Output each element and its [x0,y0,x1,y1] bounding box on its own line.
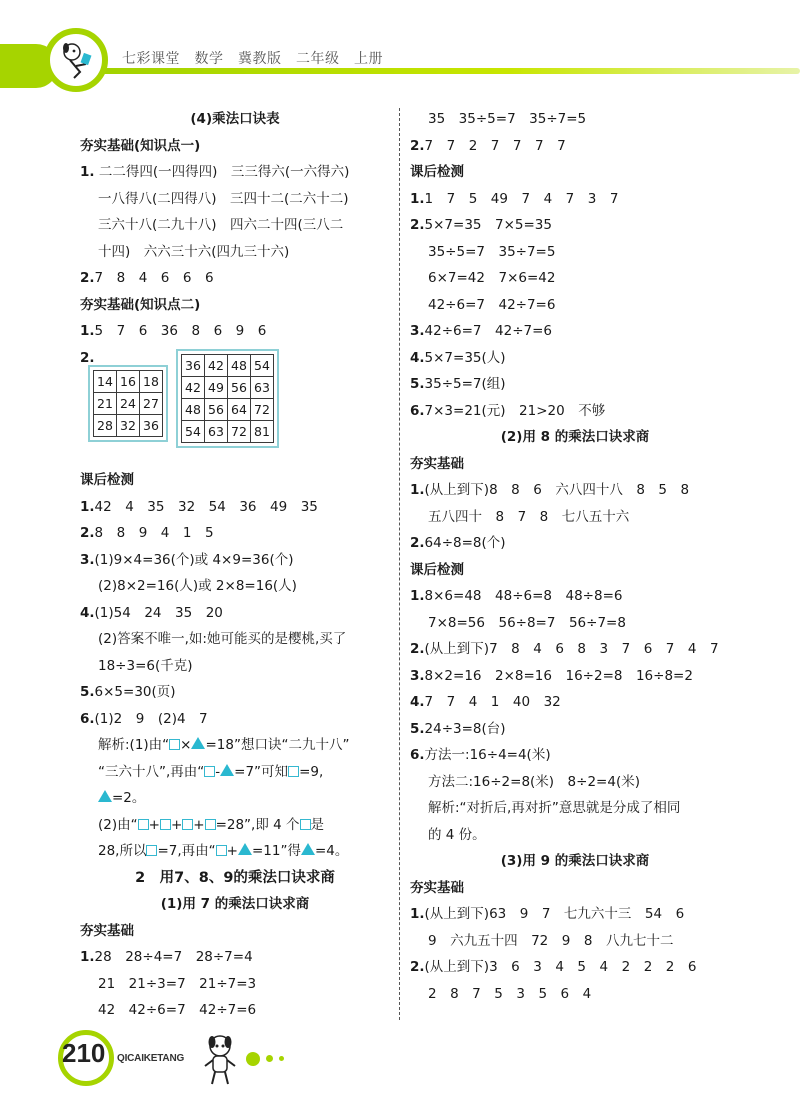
answer-text: 7×3=21(元) 21>20 不够 [424,402,606,419]
grid-row [182,421,274,443]
item-number: 2. [80,349,95,366]
item-number: 2. [80,270,95,286]
grid-cell: 63 [251,377,274,399]
answer-item [410,689,740,716]
answer-item [80,547,390,574]
answer-item [410,318,740,345]
grid-cell: 16 [117,371,140,393]
operator: × [180,737,192,753]
item-number: 4. [80,604,95,621]
unit-number: 2 [135,869,146,886]
analysis-text: =4。 [314,843,349,859]
answer-text: 5×7=35(人) [424,349,506,366]
answer-item [80,318,390,345]
header-title: 七彩课堂 数学 冀教版 二年级 上册 [122,51,383,67]
answer-text: 二二得四(一四得四) 三三得六(一六得六) [98,164,350,180]
operator: + [193,816,205,833]
grid-cell: 14 [94,371,117,393]
grid-cell: 18 [140,371,163,393]
grid-cell: 49 [205,377,228,399]
answer-text: (1)54 24 35 20 [94,604,223,621]
grid-cell: 56 [228,377,251,399]
analysis-text: 是 [310,816,325,833]
answer-text: 64÷8=8(个) [424,535,506,551]
grid-cell: 72 [228,421,251,443]
item-number: 3. [410,323,425,339]
answer-text: (从上到下)8 8 6 六八四十八 8 5 8 [424,482,690,498]
operator: + [148,816,160,833]
item-number: 1. [80,164,95,180]
triangle-icon [238,843,252,855]
answer-item [80,265,390,292]
heading-basics-1: 夯实基础(知识点一) [80,137,201,154]
answer-line: 解析:“对折后,再对折”意思就是分成了相同 [428,800,681,816]
analysis-text: 解析:(1)由“ [98,737,170,753]
analysis-text: =7”可知 [234,763,289,780]
answer-item [410,345,740,372]
brand-text: QICAIKETANG [117,1053,185,1064]
unit-title-text: 用7、8、9的乘法口诀求商 [159,869,335,886]
answer-item [410,530,740,557]
answer-text: 42 4 35 32 54 36 49 35 [94,498,318,515]
grid-cell: 54 [182,421,205,443]
item-number: 6. [410,747,425,763]
square-icon [204,766,215,777]
answer-line: 十四) 六六三十六(四九三十六) [98,243,290,260]
item-number: 4. [410,349,425,366]
item-number: 6. [80,710,95,727]
right-column [410,106,740,1007]
grid-cell: 36 [182,355,205,377]
square-icon [138,819,149,830]
page-number: 210 [62,1038,106,1068]
grid-row [94,393,163,415]
answer-text: 方法一:16÷4=4(米) [424,747,551,763]
answer-item [410,398,740,425]
analysis-text: =7,再由“ [157,843,216,859]
operator: - [215,763,221,780]
answer-line: 42 42÷6=7 42÷7=6 [98,1002,257,1018]
analysis-text: =28”,即 4 个 [215,816,300,833]
answer-text: 8×2=16 2×8=16 16÷2=8 16÷8=2 [424,667,693,684]
grid-cell: 36 [140,415,163,437]
grid-cell: 54 [251,355,274,377]
answer-item [410,901,740,928]
item-number: 1. [80,323,95,339]
answer-item [410,716,740,743]
answer-line: 方法二:16÷2=8(米) 8÷2=4(米) [428,773,640,790]
answer-item [80,520,390,547]
answer-item [80,600,390,627]
page-footer [0,1020,800,1113]
answer-line: 21 21÷3=7 21÷7=3 [98,975,257,992]
answer-line: 2 8 7 5 3 5 6 4 [428,985,592,1002]
triangle-icon [301,843,315,855]
answer-text: 7 8 4 6 6 6 [94,270,214,286]
grid-large [181,354,274,443]
analysis-text: =9, [299,763,324,780]
answer-line: 7×8=56 56÷8=7 56÷7=8 [428,614,626,631]
answer-item [410,663,740,690]
analysis-text: (2)由“ [98,816,138,833]
grid-cell: 28 [94,415,117,437]
triangle-icon [98,790,112,802]
heading-basics: 夯实基础 [410,455,464,472]
item-number: 6. [410,402,425,419]
decorative-dots [246,1048,290,1067]
grid-cell: 24 [117,393,140,415]
answer-line: 18÷3=6(千克) [98,657,193,674]
square-icon [216,845,227,856]
heading-basics: 夯实基础 [410,879,464,896]
grid-cell: 64 [228,399,251,421]
grid-cell: 56 [205,399,228,421]
square-icon [182,819,193,830]
grid-cell: 42 [205,355,228,377]
answer-text: 1 7 5 49 7 4 7 3 7 [424,190,619,207]
answer-item [410,742,740,769]
grid-row [182,399,274,421]
heading-check: 课后检测 [410,164,464,180]
grid-cell: 21 [94,393,117,415]
answer-text: (从上到下)7 8 4 6 8 3 7 6 7 4 7 [424,641,719,657]
answer-item [410,583,740,610]
grid-row [182,377,274,399]
answer-text: 8 8 9 4 1 5 [94,525,214,541]
answer-line: 6×7=42 7×6=42 [428,270,556,286]
square-icon [300,819,311,830]
heading-basics-2: 夯实基础(知识点二) [80,296,201,313]
item-number: 4. [410,694,425,710]
answer-item [80,494,390,521]
answer-text: 42÷6=7 42÷7=6 [424,323,552,339]
triangle-icon [191,737,205,749]
mascot-icon [200,1032,240,1088]
answer-item [410,636,740,663]
dot-large [246,1052,260,1066]
item-number: 5. [410,376,425,392]
dot-small [279,1056,284,1061]
answer-text: (从上到下)3 6 3 4 5 4 2 2 2 6 [424,959,697,975]
analysis-line [80,838,390,865]
item-number: 2. [80,525,95,541]
answer-item [80,159,390,186]
grid-cell: 42 [182,377,205,399]
item-number: 2. [410,535,425,551]
analysis-line [80,812,390,839]
answer-item [410,212,740,239]
heading-check: 课后检测 [80,472,134,488]
operator: + [170,816,183,833]
grid-cell: 48 [228,355,251,377]
grid-cell: 81 [251,421,274,443]
grid-cell: 63 [205,421,228,443]
item-number: 2. [410,217,425,233]
header-mascot-badge [44,28,108,92]
grid-large-frame [176,349,279,448]
analysis-text: =18”想口诀“二九十八” [205,737,350,753]
analysis-line [80,785,390,812]
answer-line: (2)8×2=16(人)或 2×8=16(人) [98,578,297,594]
answer-text: (1)2 9 (2)4 7 [94,710,208,727]
answer-text: 35÷5=7(组) [424,376,506,392]
grid-row [94,371,163,393]
answer-item [410,186,740,213]
answer-item [80,679,390,706]
analysis-text: =2。 [112,790,146,806]
grid-small [93,370,163,437]
grid-cell: 72 [251,399,274,421]
grid-cell: 48 [182,399,205,421]
item-number: 5. [80,684,95,700]
answer-text: 28 28÷4=7 28÷7=4 [94,949,253,965]
item-number: 2. [410,137,425,154]
item-number: 3. [80,551,95,568]
header-green-band [70,68,800,74]
answer-line: 35 35÷5=7 35÷7=5 [428,111,587,127]
column-divider [399,108,400,1020]
subsection-title: (2)用 8 的乘法口诀求商 [500,429,650,445]
answer-text: 5 7 6 36 8 6 9 6 [94,323,267,339]
unit-title [80,865,390,892]
square-icon [169,739,180,750]
answer-item [410,133,740,160]
section-title: (4)乘法口诀表 [190,111,280,127]
answer-item [410,477,740,504]
answer-item [410,371,740,398]
analysis-line [80,732,390,759]
answer-line: 35÷5=7 35÷7=5 [428,243,556,260]
mascot-icon [50,34,102,86]
item-number: 1. [410,906,425,922]
multiplication-grids [80,358,390,467]
answer-text: 7 7 4 1 40 32 [424,694,561,710]
answer-text: 7 7 2 7 7 7 7 [424,137,566,154]
grid-row [182,355,274,377]
analysis-text: “三六十八”,再由“ [98,763,205,780]
answer-line: 42÷6=7 42÷7=6 [428,296,556,313]
item-number: 1. [80,498,95,515]
operator: + [226,843,238,859]
answer-text: 5×7=35 7×5=35 [424,217,552,233]
answer-item [410,954,740,981]
item-number: 1. [410,190,425,207]
page-header [0,0,800,100]
analysis-line [80,759,390,786]
grid-cell: 32 [117,415,140,437]
analysis-text: =11”得 [251,843,301,859]
triangle-icon [220,764,234,776]
left-column [80,106,390,1024]
answer-line: 一八得八(二四得八) 三四十二(二六十二) [98,190,349,207]
square-icon [288,766,299,777]
answer-line: 三六十八(二九十八) 四六二十四(三八二 [98,217,344,233]
answer-text: (1)9×4=36(个)或 4×9=36(个) [94,551,294,568]
answer-text: 6×5=30(页) [94,684,176,700]
answer-text: 8×6=48 48÷6=8 48÷8=6 [424,588,623,604]
grid-row [94,415,163,437]
answer-item [80,706,390,733]
square-icon [205,819,216,830]
answer-text: 24÷3=8(台) [424,720,506,737]
heading-check: 课后检测 [410,561,464,578]
item-number: 1. [80,949,95,965]
item-number: 2. [410,959,425,975]
item-number: 5. [410,720,425,737]
subsection-title: (1)用 7 的乘法口诀求商 [160,896,310,912]
answer-text: (从上到下)63 9 7 七九六十三 54 6 [424,906,685,922]
item-number: 2. [410,641,425,657]
analysis-text: 28,所以 [98,843,147,859]
square-icon [146,845,157,856]
answer-line: 的 4 份。 [428,826,486,843]
item-number: 3. [410,667,425,684]
item-number: 1. [410,588,425,604]
answer-item [80,944,390,971]
heading-basics-3: 夯实基础 [80,922,134,939]
answer-line: (2)答案不唯一,如:她可能买的是樱桃,买了 [98,631,347,647]
item-number: 1. [410,482,425,498]
grid-cell: 27 [140,393,163,415]
dot-medium [266,1055,273,1062]
answer-line: 9 六九五十四 72 9 8 八九七十二 [428,932,674,949]
grid-small-frame [88,365,168,442]
answer-line: 五八四十 8 7 8 七八五十六 [428,508,630,525]
subsection-title: (3)用 9 的乘法口诀求商 [500,853,650,869]
square-icon [160,819,171,830]
